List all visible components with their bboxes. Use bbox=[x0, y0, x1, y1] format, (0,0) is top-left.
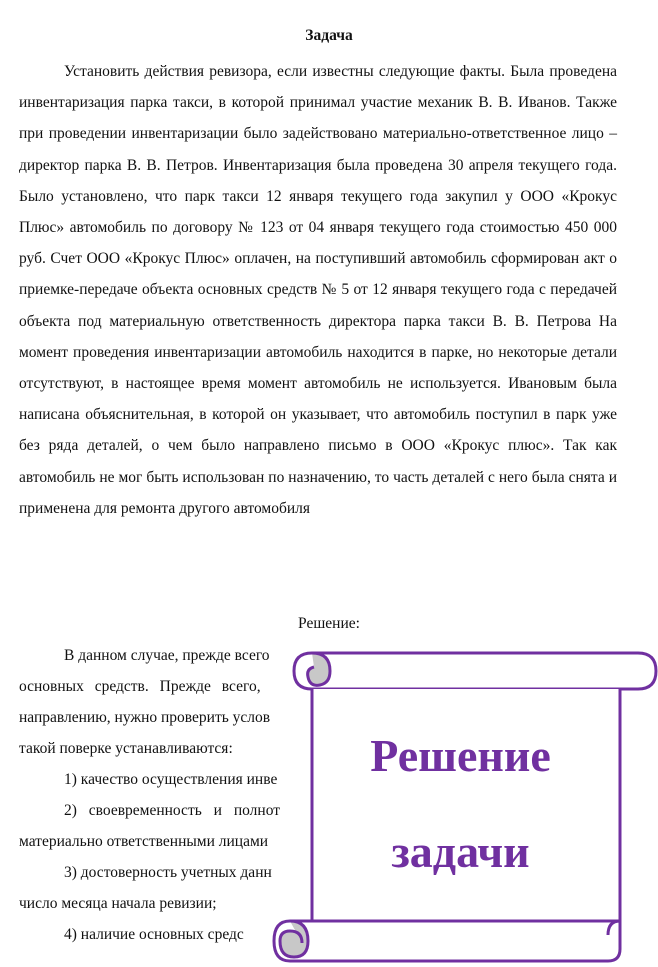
solution-line: 4) наличие основных средс bbox=[64, 926, 244, 943]
scroll-banner bbox=[268, 645, 658, 967]
solution-line: направлению, нужно проверить услов bbox=[19, 709, 271, 726]
solution-title: Решение: bbox=[298, 615, 360, 632]
banner-line-2: задачи bbox=[391, 826, 530, 877]
solution-line: такой поверке устанавливаются: bbox=[19, 740, 233, 757]
task-paragraph: Установить действия ревизора, если известны следующие факты. Была проведена инвентаризация парка такси, в которой принимал участие механик В. В. Иванов. Также при проведении инвентаризации было задействовано материально-ответственное лицо – директор парка В. В. Петров. Инвентаризация была проведена 30 апреля текущего года. Было установлено, что парк такси 12 января текущего года закупил у ООО «Крокус Плюс» автомобиль по договору № 123 от 04 января текущего года стоимостью 450 000 руб. Счет ООО «Крокус Плюс» оплачен, на поступивший автомобиль сформирован акт о приемке-передаче объекта основных средств № 5 от 12 января текущего года с передачей объекта под материальную ответственность директора парка такси В. В. Петрова На момент проведения инвентаризации автомобиль находится в парке, но некоторые детали отсутствуют, в настоящее время момент автомобиль не используется. Ивановым была написана объяснительная, в которой он указывает, что автомобиль поступил в парк уже без ряда деталей, о чем было направлено письмо в ООО «Крокус плюс». Так как автомобиль не мог быть использован по назначению, то часть деталей с него была снята и применена для ремонта другого автомобиля bbox=[19, 63, 617, 517]
solution-line: основных средств. Прежде всего, bbox=[19, 678, 261, 695]
solution-line: число месяца начала ревизии; bbox=[19, 895, 217, 912]
banner-line-1: Решение bbox=[370, 730, 551, 781]
solution-line: В данном случае, прежде всего bbox=[64, 647, 270, 664]
solution-line: 2) своевременность и полнот bbox=[64, 802, 281, 819]
solution-line: 3) достоверность учетных данн bbox=[64, 864, 272, 881]
solution-line: материально ответственными лицами bbox=[19, 833, 269, 850]
document-title: Задача bbox=[305, 27, 353, 44]
scroll-shape bbox=[268, 645, 658, 967]
solution-line: 1) качество осуществления инве bbox=[64, 771, 278, 788]
